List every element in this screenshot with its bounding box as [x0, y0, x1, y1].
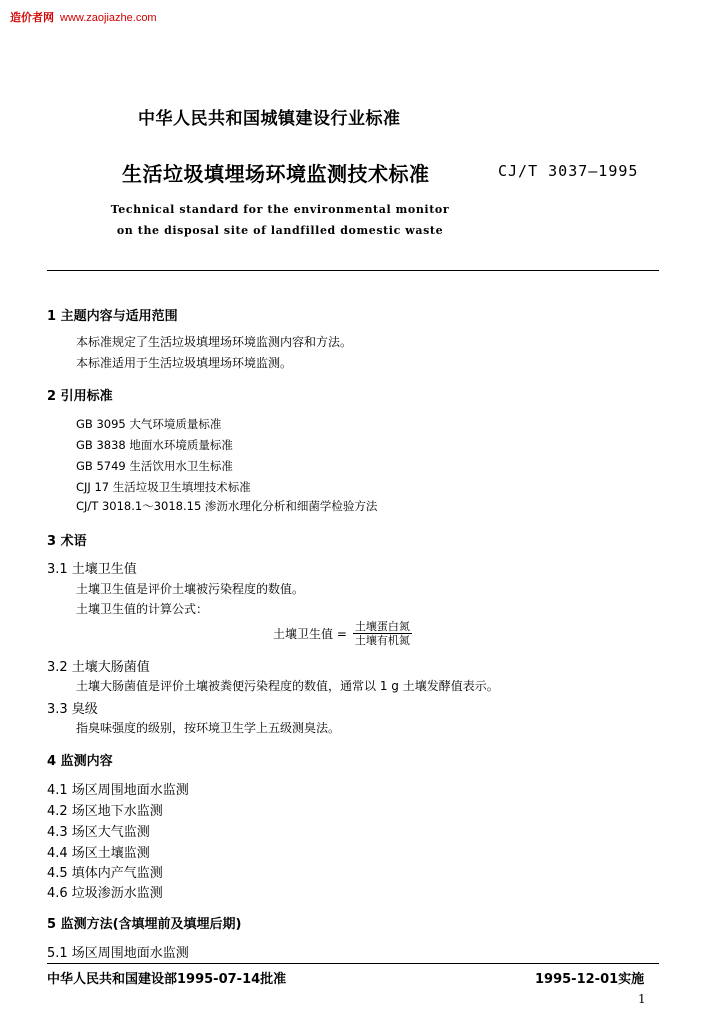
term-3-3-definition: 指臭味强度的级别，按环境卫生学上五级测臭法。 — [76, 721, 341, 735]
document-title-en-line1: Technical standard for the environmental monitor — [110, 203, 450, 216]
footer-divider — [47, 963, 659, 964]
industry-standard-title: 中华人民共和国城镇建设行业标准 — [138, 109, 401, 129]
term-3-1-heading: 3.1 土壤卫生值 — [47, 562, 137, 577]
term-3-1-formula-intro: 土壤卫生值的计算公式： — [76, 602, 209, 616]
method-item-5-1: 5.1 场区周围地面水监测 — [47, 946, 189, 961]
reference-item: GB 5749 生活饮用水卫生标准 — [76, 459, 233, 473]
reference-item: CJJ 17 生活垃圾卫生填埋技术标准 — [76, 480, 251, 494]
formula-lhs: 土壤卫生值 = — [273, 627, 347, 641]
approval-statement: 中华人民共和国建设部1995-07-14批准 — [47, 972, 287, 987]
formula-denominator: 土壤有机氮 — [354, 634, 410, 647]
reference-item: GB 3095 大气环境质量标准 — [76, 417, 222, 431]
section-3-heading: 3 术语 — [47, 534, 87, 549]
section-5-heading: 5 监测方法(含填埋前及填埋后期) — [47, 917, 242, 932]
page-number: 1 — [638, 992, 646, 1006]
formula-numerator: 土壤蛋白氮 — [354, 620, 410, 633]
watermark-url[interactable]: www.zaojiazhe.com — [60, 12, 157, 24]
monitoring-item: 4.5 填体内产气监测 — [47, 866, 163, 881]
monitoring-item: 4.3 场区大气监测 — [47, 825, 150, 840]
section-1-paragraph-1: 本标准规定了生活垃圾填埋场环境监测内容和方法。 — [76, 335, 353, 349]
term-3-2-heading: 3.2 土壤大肠菌值 — [47, 660, 150, 675]
header-divider — [47, 270, 659, 271]
reference-item: GB 3838 地面水环境质量标准 — [76, 438, 233, 452]
term-3-2-definition: 土壤大肠菌值是评价土壤被粪便污染程度的数值，通常以 1 g 土壤发酵值表示。 — [76, 679, 499, 693]
formula-fraction — [353, 620, 412, 647]
standard-code: CJ/T 3037—1995 — [498, 162, 639, 180]
document-title-cn: 生活垃圾填埋场环境监测技术标准 — [122, 162, 430, 186]
document-title-en-line2: on the disposal site of landfilled domestic waste — [116, 224, 444, 237]
term-3-1-definition: 土壤卫生值是评价土壤被污染程度的数值。 — [76, 582, 305, 596]
implementation-date: 1995-12-01实施 — [535, 972, 645, 987]
watermark — [10, 9, 157, 25]
watermark-name: 造价者网 — [10, 11, 54, 24]
monitoring-item: 4.4 场区土壤监测 — [47, 846, 150, 861]
soil-hygiene-formula — [273, 620, 412, 647]
section-1-heading: 1 主题内容与适用范围 — [47, 309, 178, 324]
section-2-heading: 2 引用标准 — [47, 389, 113, 404]
section-4-heading: 4 监测内容 — [47, 754, 113, 769]
monitoring-item: 4.1 场区周围地面水监测 — [47, 783, 189, 798]
reference-item: CJ/T 3018.1～3018.15 渗沥水理化分析和细菌学检验方法 — [76, 499, 378, 513]
monitoring-item: 4.2 场区地下水监测 — [47, 804, 163, 819]
section-1-paragraph-2: 本标准适用于生活垃圾填埋场环境监测。 — [76, 356, 293, 370]
monitoring-item: 4.6 垃圾渗沥水监测 — [47, 886, 163, 901]
term-3-3-heading: 3.3 臭级 — [47, 702, 98, 717]
